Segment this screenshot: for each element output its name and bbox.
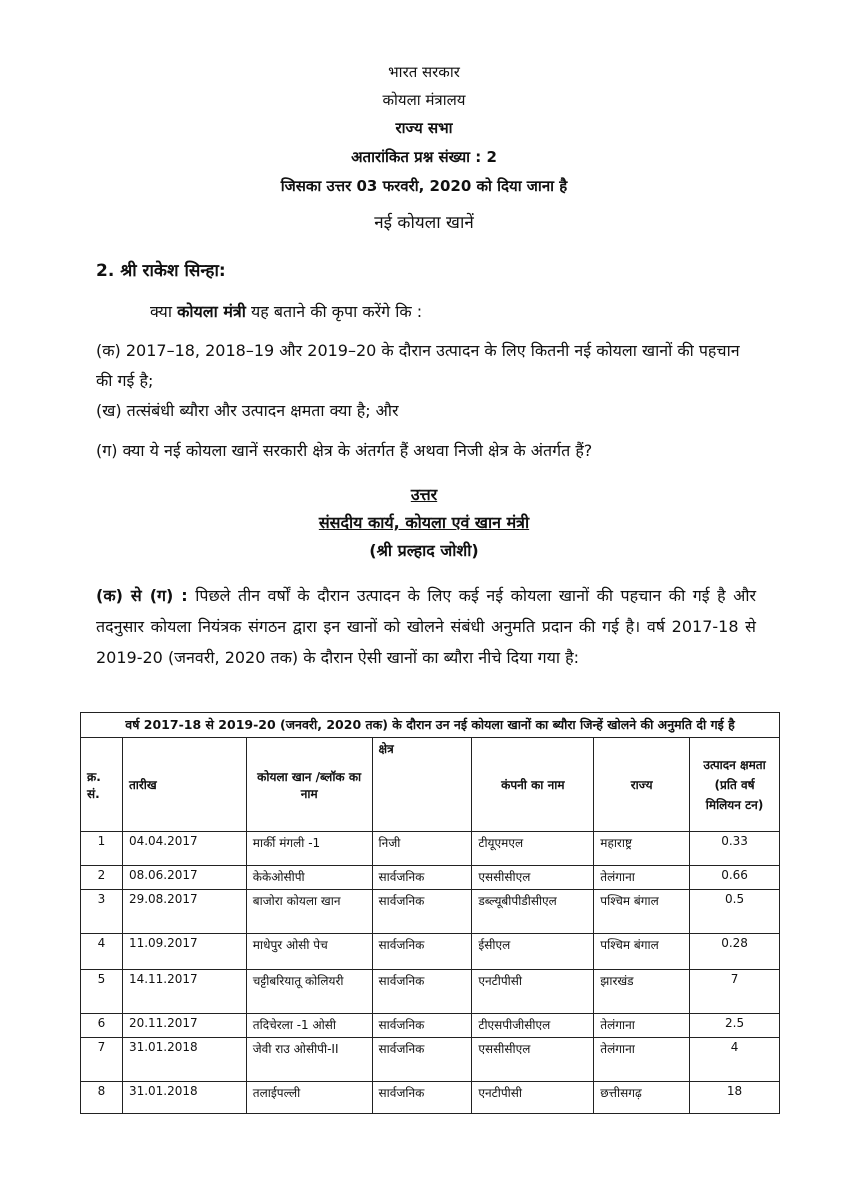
cell-sno: 8 xyxy=(81,1082,123,1114)
cell-sector: सार्वजनिक xyxy=(372,1082,472,1114)
cell-mine: तलाईपल्ली xyxy=(246,1082,372,1114)
cell-date: 20.11.2017 xyxy=(122,1014,246,1038)
table-row xyxy=(81,1014,780,1038)
col-header-mine: कोयला खान /ब्लॉक का नाम xyxy=(246,738,372,832)
table-row xyxy=(81,1038,780,1082)
answer-paragraph xyxy=(96,580,756,673)
minister-name: (श्री प्रल्हाद जोशी) xyxy=(369,541,479,560)
cell-company: एनटीपीसी xyxy=(472,1082,594,1114)
intro-post: यह बताने की कृपा करेंगे कि : xyxy=(245,302,423,321)
cell-sno: 4 xyxy=(81,934,123,970)
house-label: राज्य सभा xyxy=(395,119,453,137)
minister-title: संसदीय कार्य, कोयला एवं खान मंत्री xyxy=(318,513,530,532)
cell-sno: 1 xyxy=(81,832,123,866)
answer-label: (क) से (ग) : xyxy=(96,586,188,605)
cell-date: 29.08.2017 xyxy=(122,890,246,934)
cell-capacity: 0.5 xyxy=(690,890,780,934)
cell-date: 31.01.2018 xyxy=(122,1082,246,1114)
cell-company: डब्ल्यूबीपीडीसीएल xyxy=(472,890,594,934)
subject-title: नई कोयला खानें xyxy=(374,213,474,233)
cell-date: 31.01.2018 xyxy=(122,1038,246,1082)
col-header-state: राज्य xyxy=(594,738,690,832)
cell-state: तेलंगाना xyxy=(594,866,690,890)
cell-mine: जेवी राउ ओसीपी-II xyxy=(246,1038,372,1082)
col-header-sno: क्र. सं. xyxy=(81,738,123,832)
cell-company: टीयूएमएल xyxy=(472,832,594,866)
table-row xyxy=(81,934,780,970)
cell-capacity: 0.28 xyxy=(690,934,780,970)
table-row xyxy=(81,866,780,890)
answer-date: जिसका उत्तर 03 फरवरी, 2020 को दिया जाना है xyxy=(280,177,568,195)
question-part-a: (क) 2017–18, 2018–19 और 2019–20 के दौरान उत्पादन के लिए कितनी नई कोयला खानों की पहचान की गई है; xyxy=(96,341,740,390)
coal-mines-table xyxy=(80,712,780,1114)
cell-state: तेलंगाना xyxy=(594,1038,690,1082)
col-header-capacity: उत्पादन क्षमता (प्रति वर्ष मिलियन टन) xyxy=(690,738,780,832)
cell-sno: 2 xyxy=(81,866,123,890)
cell-state: पश्चिम बंगाल xyxy=(594,890,690,934)
question-number: अतारांकित प्रश्न संख्या : 2 xyxy=(351,148,497,166)
cell-sector: सार्वजनिक xyxy=(372,1038,472,1082)
table-row xyxy=(81,832,780,866)
table-header-row xyxy=(81,738,780,832)
cell-mine: बाजोरा कोयला खान xyxy=(246,890,372,934)
answer-text: पिछले तीन वर्षों के दौरान उत्पादन के लिए कई नई कोयला खानों की पहचान की गई है और तदनुसार कोयला नियंत्रक संगठन द्वारा इन खानों को खोलने संबंधी अनुमति प्रदान की गई है। वर्ष 2017-18 से 2019-20 (जनवरी, 2020 तक) के दौरान ऐसी खानों का ब्यौरा नीचे दिया गया है: xyxy=(96,586,756,667)
cell-state: पश्चिम बंगाल xyxy=(594,934,690,970)
cell-sector: सार्वजनिक xyxy=(372,970,472,1014)
cell-capacity: 0.66 xyxy=(690,866,780,890)
cell-mine: तदिचेरला -1 ओसी xyxy=(246,1014,372,1038)
cell-sector: निजी xyxy=(372,832,472,866)
cell-capacity: 0.33 xyxy=(690,832,780,866)
cell-sector: सार्वजनिक xyxy=(372,934,472,970)
cell-company: ईसीएल xyxy=(472,934,594,970)
col-header-sector: क्षेत्र xyxy=(372,738,472,832)
member-name: 2. श्री राकेश सिन्हा: xyxy=(96,261,226,281)
col-header-company: कंपनी का नाम xyxy=(472,738,594,832)
cell-state: महाराष्ट्र xyxy=(594,832,690,866)
cell-sno: 7 xyxy=(81,1038,123,1082)
cell-sno: 5 xyxy=(81,970,123,1014)
table-caption: वर्ष 2017-18 से 2019-20 (जनवरी, 2020 तक) के दौरान उन नई कोयला खानों का ब्यौरा जिन्हें खोलने की अनुमति दी गई है xyxy=(81,713,780,738)
table-caption-row xyxy=(81,713,780,738)
table-row xyxy=(81,890,780,934)
answer-heading: उत्तर xyxy=(410,485,438,504)
question-part-c: (ग) क्या ये नई कोयला खानें सरकारी क्षेत्र के अंतर्गत हैं अथवा निजी क्षेत्र के अंतर्गत हैं? xyxy=(96,441,593,460)
cell-company: एससीसीएल xyxy=(472,1038,594,1082)
cell-capacity: 4 xyxy=(690,1038,780,1082)
cell-capacity: 7 xyxy=(690,970,780,1014)
cell-sno: 6 xyxy=(81,1014,123,1038)
cell-date: 14.11.2017 xyxy=(122,970,246,1014)
question-part-b: (ख) तत्संबंधी ब्यौरा और उत्पादन क्षमता क्या है; और xyxy=(96,401,399,420)
col-header-date: तारीख xyxy=(122,738,246,832)
cell-state: छत्तीसगढ़ xyxy=(594,1082,690,1114)
cell-sector: सार्वजनिक xyxy=(372,1014,472,1038)
cell-sector: सार्वजनिक xyxy=(372,890,472,934)
cell-mine: चट्टीबरियातू कोलियरी xyxy=(246,970,372,1014)
cell-mine: मार्की मंगली -1 xyxy=(246,832,372,866)
cell-date: 04.04.2017 xyxy=(122,832,246,866)
cell-capacity: 2.5 xyxy=(690,1014,780,1038)
cell-state: तेलंगाना xyxy=(594,1014,690,1038)
cell-company: एनटीपीसी xyxy=(472,970,594,1014)
cell-date: 11.09.2017 xyxy=(122,934,246,970)
cell-company: एससीसीएल xyxy=(472,866,594,890)
intro-minister: कोयला मंत्री xyxy=(177,302,246,321)
govt-label: भारत सरकार xyxy=(388,63,460,81)
cell-company: टीएसपीजीसीएल xyxy=(472,1014,594,1038)
cell-mine: माधेपुर ओसी पेच xyxy=(246,934,372,970)
cell-sector: सार्वजनिक xyxy=(372,866,472,890)
question-intro xyxy=(150,297,422,327)
ministry-label: कोयला मंत्रालय xyxy=(382,91,466,109)
cell-date: 08.06.2017 xyxy=(122,866,246,890)
intro-pre: क्या xyxy=(150,302,178,321)
cell-mine: केकेओसीपी xyxy=(246,866,372,890)
cell-sno: 3 xyxy=(81,890,123,934)
cell-capacity: 18 xyxy=(690,1082,780,1114)
table-row xyxy=(81,970,780,1014)
table-row xyxy=(81,1082,780,1114)
cell-state: झारखंड xyxy=(594,970,690,1014)
